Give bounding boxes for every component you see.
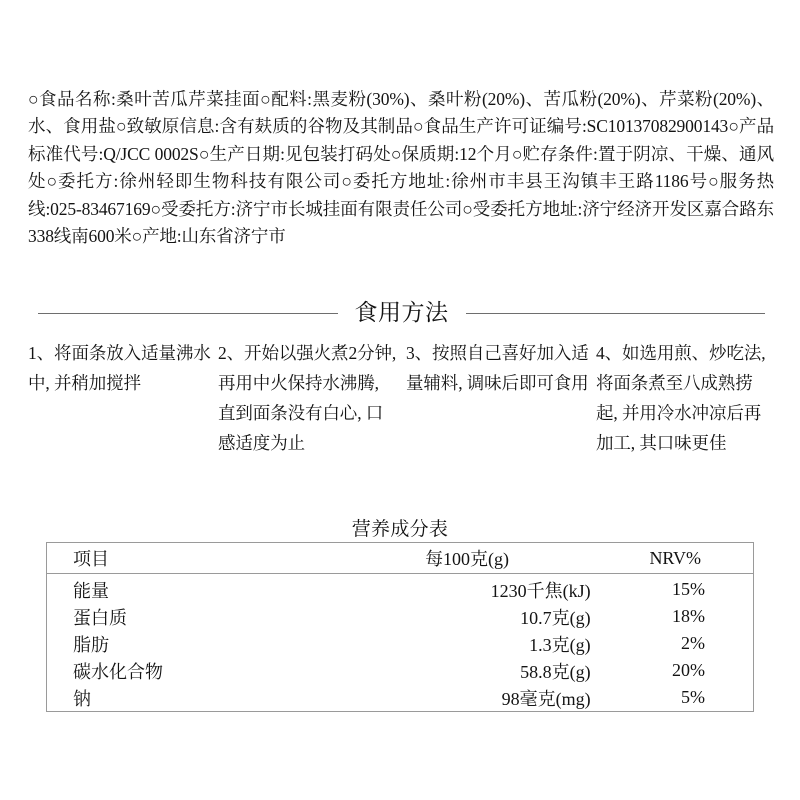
nutrition-item-label: 钠 bbox=[73, 688, 91, 709]
table-row bbox=[47, 684, 753, 711]
heading-rule-right bbox=[466, 313, 766, 314]
usage-step-3: 3、按照自己喜好加入适量辅料, 调味后即可食用 bbox=[406, 343, 589, 393]
table-row bbox=[47, 630, 753, 657]
nutrition-item-label: 碳水化合物 bbox=[73, 661, 163, 682]
table-row bbox=[47, 574, 753, 604]
nutrition-item-nrv: 5% bbox=[681, 687, 705, 707]
nutrition-item-label: 脂肪 bbox=[73, 634, 109, 655]
nutrition-item-value: 98毫克(mg) bbox=[501, 688, 591, 709]
heading-rule-left bbox=[38, 313, 338, 314]
usage-section-heading bbox=[38, 296, 765, 330]
nutrition-table-body bbox=[47, 574, 753, 712]
nutrition-item-nrv: 15% bbox=[672, 579, 705, 599]
nutrition-item-value: 58.8克(g) bbox=[520, 661, 591, 682]
usage-steps-list bbox=[28, 338, 772, 458]
nutrition-item-nrv: 20% bbox=[672, 660, 705, 680]
nutrition-table-head bbox=[47, 543, 753, 574]
nutrition-header-row bbox=[47, 543, 753, 574]
table-row bbox=[47, 603, 753, 630]
nutrition-table bbox=[47, 543, 753, 711]
nutrition-header-nrv: NRV% bbox=[649, 547, 701, 568]
nutrition-header-item: 项目 bbox=[73, 549, 109, 569]
nutrition-item-value: 10.7克(g) bbox=[520, 607, 591, 628]
usage-heading-label: 食用方法 bbox=[354, 299, 449, 325]
usage-step-2: 2、开始以强火煮2分钟, 再用中火保持水沸腾, 直到面条没有白心, 口感适度为止 bbox=[218, 343, 397, 453]
nutrition-table-title: 营养成分表 bbox=[351, 519, 449, 540]
nutrition-item-value: 1230千焦(kJ) bbox=[490, 580, 591, 601]
table-row bbox=[47, 657, 753, 684]
nutrition-header-per100g: 每100克(g) bbox=[425, 549, 510, 569]
usage-step-1: 1、将面条放入适量沸水中, 并稍加搅拌 bbox=[28, 343, 211, 393]
nutrition-item-label: 蛋白质 bbox=[73, 607, 127, 628]
nutrition-item-value: 1.3克(g) bbox=[529, 634, 591, 655]
nutrition-table-container bbox=[46, 542, 754, 712]
product-info-paragraph: ○食品名称:桑叶苦瓜芹菜挂面○配料:黑麦粉(30%)、桑叶粉(20%)、苦瓜粉(20%)、芹菜粉(20%)、水、食用盐○致敏原信息:含有麸质的谷物及其制品○食品生产许可证编号:SC10137082900143○产品标准代号:Q/JCC 0002S○生产日期:见包装打码处○保质期:12个月○贮存条件:置于阴凉、干燥、通风处○委托方:徐州轻即生物科技有限公司○委托方地址:徐州市丰县王沟镇丰王路1186号○服务热线:025-83467169○受委托方:济宁市长城挂面有限责任公司○受委托方地址:济宁经济开发区嘉合路东338线南600米○产地:山东省济宁市 bbox=[28, 89, 774, 247]
usage-step-4: 4、如选用煎、炒吃法, 将面条煮至八成熟捞起, 并用冷水冲凉后再加工, 其口味更佳 bbox=[596, 343, 766, 453]
nutrition-item-nrv: 2% bbox=[681, 633, 705, 653]
nutrition-item-nrv: 18% bbox=[672, 606, 705, 626]
nutrition-item-label: 能量 bbox=[73, 580, 109, 601]
